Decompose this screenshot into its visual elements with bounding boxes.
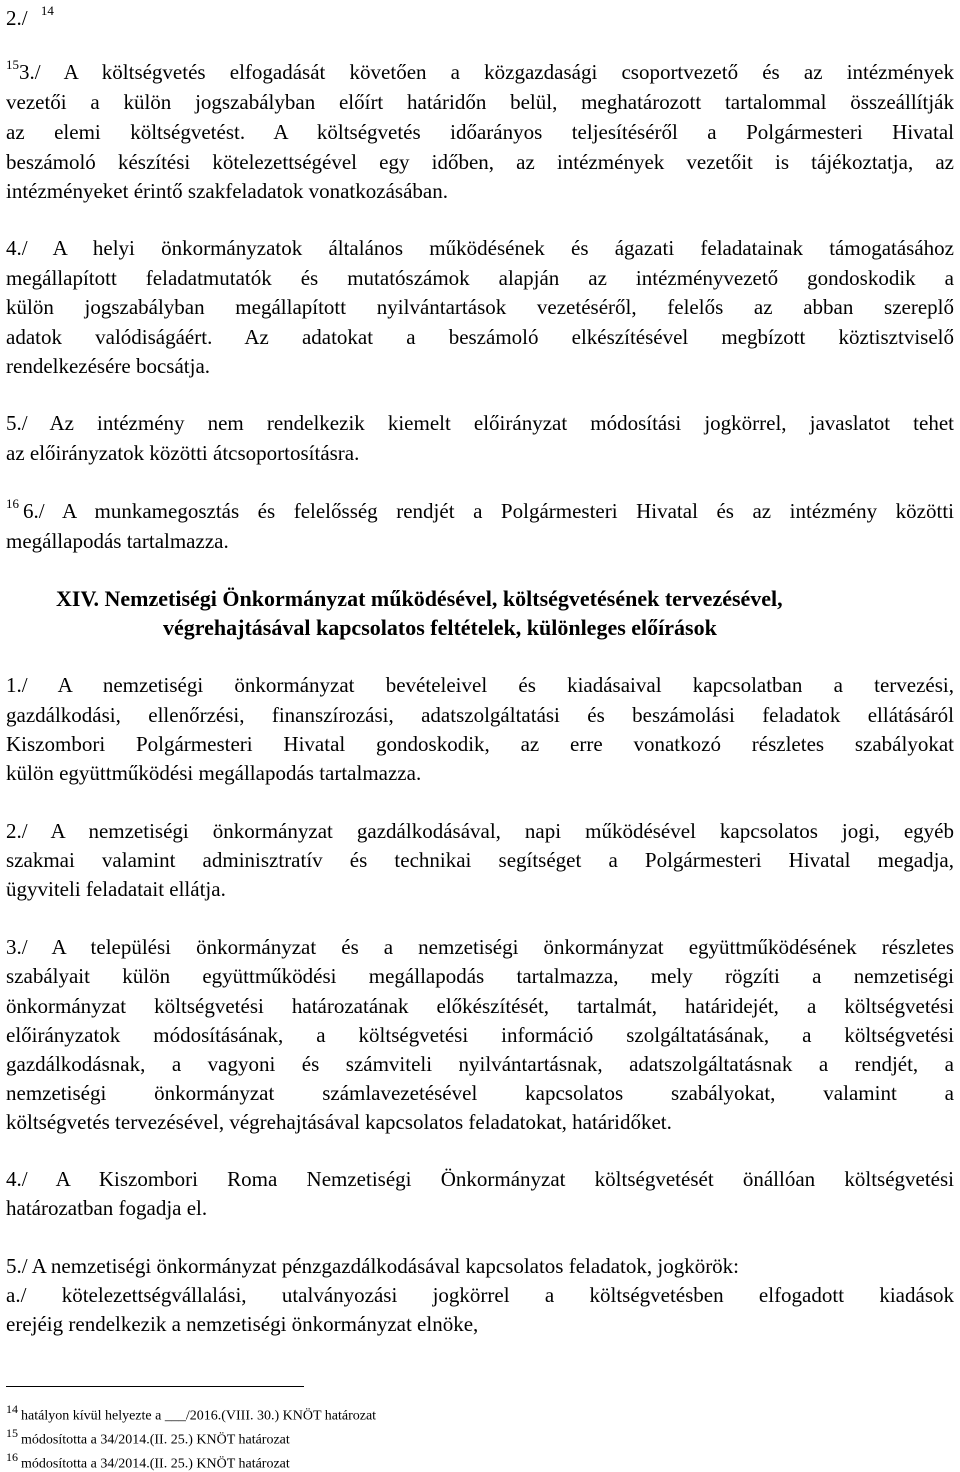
footnote-ref-15: 15 (6, 57, 19, 72)
paragraph-3-line-5: intézményeket érintő szakfeladatok vonatkozásában. (6, 179, 448, 203)
footnote-number: 15 (6, 1426, 18, 1440)
footnote-number: 14 (6, 1402, 18, 1416)
footnote-16 (6, 1452, 290, 1472)
footnote-text: módosította a 34/2014.(II. 25.) KNÖT határozat (21, 1456, 290, 1472)
section-paragraph-5-line-3: erejéig rendelkezik a nemzetiségi önkormányzat elnöke, (6, 1312, 479, 1336)
section-paragraph-1-line-1: 1./ A nemzetiségi önkormányzat bevételeivel és kiadásaival kapcsolatban a tervezési, (6, 673, 954, 697)
paragraph-4-line-4: adatok valódiságáért. Az adatokat a beszámoló elkészítésével megbízott köztisztviselő (6, 325, 954, 349)
paragraph-6-line-2: megállapodás tartalmazza. (6, 529, 229, 553)
section-paragraph-5-line-2: a./ kötelezettségvállalási, utalványozási jogkörrel a költségvetésben elfogadott kiadások (6, 1283, 954, 1307)
section-paragraph-3-line-7: költségvetés tervezésével, végrehajtásával kapcsolatos feladatokat, határidőket. (6, 1110, 672, 1134)
section-title-line-1: Nemzetiségi Önkormányzat működésével, költségvetésének tervezésével, (104, 586, 783, 611)
paragraph-3-line-3: az elemi költségvetést. A költségvetés időarányos teljesítéséről a Polgármesteri Hivatal (6, 120, 954, 144)
section-paragraph-2-line-3: ügyviteli feladatait ellátja. (6, 877, 226, 901)
section-paragraph-3-line-4: előirányzatok módosításának, a költségvetési információ szolgáltatásának, a költségvetési (6, 1023, 954, 1047)
section-paragraph-1-line-3: Kiszombori Polgármesteri Hivatal gondoskodik, az erre vonatkozó részletes szabályokat (6, 732, 954, 756)
text-line: 6./ A munkamegosztás és felelősség rendjét a Polgármesteri Hivatal és az intézmény közötti (23, 499, 954, 523)
paragraph-3-line-4: beszámoló készítési kötelezettségével egy időben, az intézmények vezetőit is tájékoztatja, az (6, 150, 954, 174)
paragraph-4-line-1: 4./ A helyi önkormányzatok általános működésének és ágazati feladatainak támogatásához (6, 236, 954, 260)
section-title-line-2: végrehajtásával kapcsolatos feltételek, különleges előírások (163, 615, 717, 640)
item-2-deleted (6, 3, 54, 30)
footnote-text: hatályon kívül helyezte a ___/2016.(VIII. 30.) KNÖT határozat (21, 1408, 377, 1424)
footnote-text: módosította a 34/2014.(II. 25.) KNÖT határozat (21, 1432, 290, 1448)
footnote-ref-16: 16 (6, 496, 19, 511)
section-paragraph-2-line-1: 2./ A nemzetiségi önkormányzat gazdálkodásával, napi működésével kapcsolatos jogi, egyéb (6, 819, 954, 843)
section-paragraph-1-line-2: gazdálkodási, ellenőrzési, finanszírozási, adatszolgáltatási és beszámolási feladatok ellátásáról (6, 703, 954, 727)
footnote-14 (6, 1404, 376, 1424)
section-paragraph-2-line-2: szakmai valamint adminisztratív és technikai segítséget a Polgármesteri Hivatal megadja, (6, 848, 954, 872)
item-2-label: 2./ (6, 6, 28, 30)
paragraph-4-line-3: külön jogszabályban megállapított nyilvántartások vezetéséről, felelős az abban szereplő (6, 295, 954, 319)
section-paragraph-3-line-5: gazdálkodásnak, a vagyoni és számviteli nyilvántartásnak, adatszolgáltatásnak a rendjét, a (6, 1052, 954, 1076)
section-paragraph-3-line-6: nemzetiségi önkormányzat számlavezetésével kapcsolatos szabályokat, valamint a (6, 1081, 954, 1105)
section-heading-line-1 (56, 588, 783, 610)
footnote-separator (6, 1386, 304, 1387)
footnote-number: 16 (6, 1450, 18, 1464)
section-paragraph-3-line-3: önkormányzat költségvetési határozatának előkészítését, tartalmát, határidejét, a költségvetési (6, 994, 954, 1018)
paragraph-5-line-2: az előirányzatok közötti átcsoportosításra. (6, 441, 360, 465)
paragraph-4-line-2: megállapított feladatmutatók és mutatószámok alapján az intézményvezető gondoskodik a (6, 266, 954, 290)
paragraph-3-line-2: vezetői a külön jogszabályban előírt határidőn belül, meghatározott tartalommal összeállítják (6, 90, 954, 114)
footnote-15 (6, 1428, 290, 1448)
text-line: 3./ A költségvetés elfogadását követően a közgazdasági csoportvezető és az intézmények (19, 60, 954, 84)
section-paragraph-3-line-1: 3./ A települési önkormányzat és a nemzetiségi önkormányzat együttműködésének részletes (6, 935, 954, 959)
paragraph-4-line-5: rendelkezésére bocsátja. (6, 354, 211, 378)
section-paragraph-3-line-2: szabályait külön együttműködési megállapodás tartalmazza, mely rögzíti a nemzetiségi (6, 964, 954, 988)
footnote-ref-14: 14 (40, 3, 54, 18)
paragraph-5-line-1: 5./ Az intézmény nem rendelkezik kiemelt előirányzat módosítási jogkörrel, javaslatot tehet (6, 411, 954, 435)
section-paragraph-4-line-2: határozatban fogadja el. (6, 1196, 208, 1220)
section-number: XIV. (56, 586, 100, 611)
section-paragraph-5-line-1: 5./ A nemzetiségi önkormányzat pénzgazdálkodásával kapcsolatos feladatok, jogkörök: (6, 1254, 740, 1278)
section-paragraph-4-line-1: 4./ A Kiszombori Roma Nemzetiségi Önkormányzat költségvetését önállóan költségvetési (6, 1167, 954, 1191)
paragraph-6-line-1 (6, 496, 954, 523)
paragraph-3-line-1 (6, 57, 954, 84)
section-paragraph-1-line-4: külön együttműködési megállapodás tartalmazza. (6, 761, 422, 785)
